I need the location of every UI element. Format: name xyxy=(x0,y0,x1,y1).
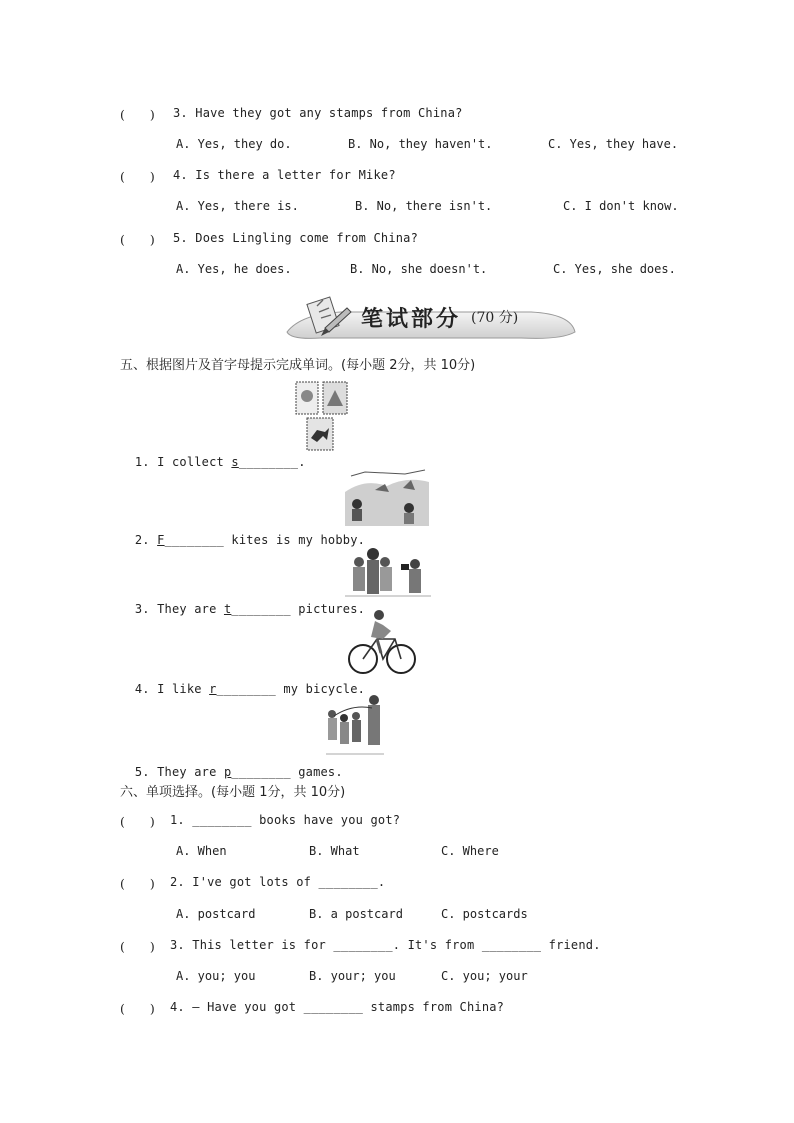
first-letter: t xyxy=(223,602,232,616)
option-a: A. you; you xyxy=(176,969,256,983)
answer-blank[interactable]: ________ xyxy=(231,765,291,779)
option-b: B. No, she doesn't. xyxy=(350,262,488,276)
answer-paren[interactable]: ( ) xyxy=(120,1001,155,1016)
fill-item-1 xyxy=(120,441,306,469)
fill-item-text: games. xyxy=(290,765,343,779)
option-c: C. Yes, she does. xyxy=(553,262,676,276)
option-c: C. I don't know. xyxy=(563,199,679,213)
answer-paren[interactable]: ( ) xyxy=(120,169,155,184)
option-b: B. No, they haven't. xyxy=(348,137,493,151)
first-letter: F xyxy=(157,533,165,547)
question-stem: 2. I've got lots of ________. xyxy=(170,875,386,889)
answer-paren[interactable]: ( ) xyxy=(120,107,155,122)
option-b: B. a postcard xyxy=(309,907,403,921)
answer-paren[interactable]: ( ) xyxy=(120,939,155,954)
fill-item-3 xyxy=(120,588,365,616)
section6-heading: 六、单项选择。(每小题 1分，共 10分) xyxy=(120,785,346,800)
answer-paren[interactable]: ( ) xyxy=(120,876,155,891)
riding-bicycle-picture xyxy=(347,609,417,677)
question-stem: 5. Does Lingling come from China? xyxy=(173,231,419,245)
fill-item-text: 5. They are xyxy=(134,765,224,779)
option-c: C. you; your xyxy=(441,969,528,983)
fill-item-4 xyxy=(120,668,365,696)
option-b: B. What xyxy=(309,844,360,858)
option-a: A. Yes, he does. xyxy=(176,262,292,276)
fill-item-text: 1. I collect xyxy=(134,455,232,469)
fill-item-text: . xyxy=(298,455,306,469)
fill-item-text: my bicycle. xyxy=(275,682,366,696)
option-c: C. Where xyxy=(441,844,499,858)
answer-paren[interactable]: ( ) xyxy=(120,232,155,247)
option-b: B. your; you xyxy=(309,969,396,983)
question-stem: 4. — Have you got ________ stamps from China? xyxy=(170,1000,505,1014)
answer-blank[interactable]: ________ xyxy=(238,455,299,469)
playing-games-picture xyxy=(322,694,388,758)
fill-item-2 xyxy=(120,519,365,547)
question-stem: 4. Is there a letter for Mike? xyxy=(173,168,396,182)
first-letter: p xyxy=(223,765,232,779)
question-stem: 3. This letter is for ________. It's from ________ friend. xyxy=(170,938,601,952)
fill-item-5 xyxy=(120,751,343,779)
answer-blank[interactable]: ________ xyxy=(216,682,276,696)
fill-item-text: 3. They are xyxy=(134,602,224,616)
question-stem: 3. Have they got any stamps from China? xyxy=(173,106,463,120)
option-b: B. No, there isn't. xyxy=(355,199,493,213)
question-stem: 1. ________ books have you got? xyxy=(170,813,401,827)
section5-heading: 五、根据图片及首字母提示完成单词。(每小题 2分，共 10分) xyxy=(120,358,476,373)
option-c: C. postcards xyxy=(441,907,528,921)
fill-item-text: 2. xyxy=(134,533,158,547)
first-letter: s xyxy=(231,455,239,469)
option-a: A. When xyxy=(176,844,227,858)
answer-blank[interactable]: ________ xyxy=(231,602,291,616)
banner-title: 笔试部分 xyxy=(361,307,462,332)
written-section-banner xyxy=(281,292,577,342)
answer-blank[interactable]: ________ xyxy=(164,533,224,547)
option-a: A. Yes, they do. xyxy=(176,137,292,151)
first-letter: r xyxy=(209,682,217,696)
option-a: A. postcard xyxy=(176,907,256,921)
fill-item-text: 4. I like xyxy=(134,682,210,696)
option-c: C. Yes, they have. xyxy=(548,137,679,151)
fill-item-text: kites is my hobby. xyxy=(223,533,366,547)
flying-kites-picture xyxy=(345,468,429,526)
option-a: A. Yes, there is. xyxy=(176,199,299,213)
banner-score: (70 分) xyxy=(471,310,519,326)
answer-paren[interactable]: ( ) xyxy=(120,814,155,829)
fill-item-text: pictures. xyxy=(290,602,366,616)
